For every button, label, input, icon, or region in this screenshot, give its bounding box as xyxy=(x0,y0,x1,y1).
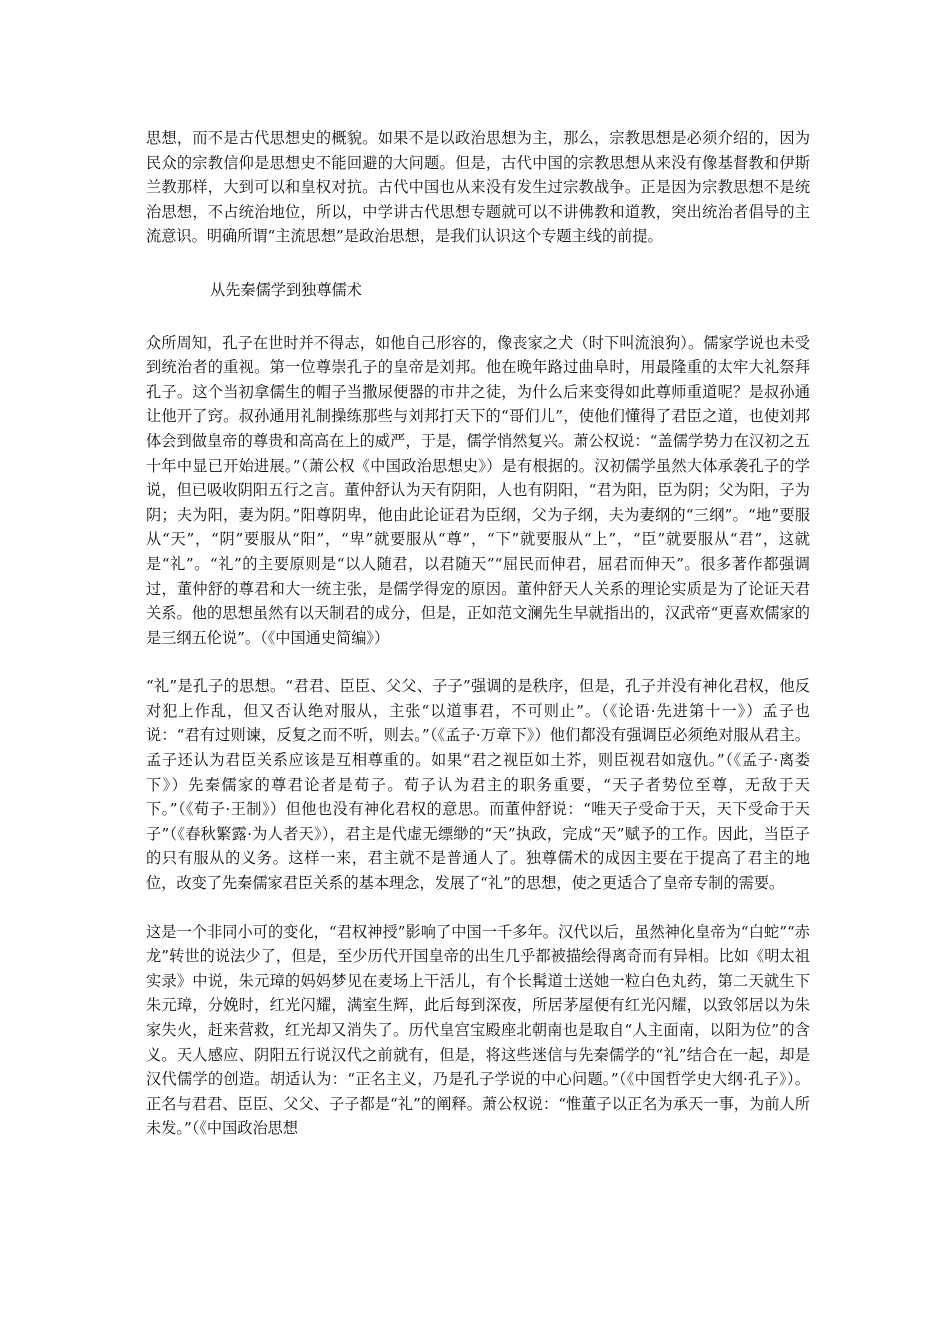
paragraph-3: “礼”是孔子的思想。“君君、臣臣、父父、子子”强调的是秩序，但是，孔子并没有神化君权，他反对犯上作乱，但又否认绝对服从，主张“以道事君，不可则止”。（《论语·先进第十一》）孟子也说：“君有过则谏，反复之而不听，则去。”（《孟子·万章下》）他们都没有强调臣必须绝对服从君主。孟子还认为君臣关系应该是互相尊重的。如果“君之视臣如土芥，则臣视君如寇仇。”（《孟子·离娄下》）先秦儒家的尊君论者是荀子。荀子认为君主的职务重要，“天子者势位至尊，无敌于天下。”（《荀子·王制》）但他也没有神化君权的意思。而董仲舒说：“唯天子受命于天，天下受命于天子”（《春秋繁露·为人者天》），君主是代虚无缥缈的“天”执政，完成“天”赋予的工作。因此，当臣子的只有服从的义务。这样一来，君主就不是普通人了。独尊儒术的成因主要在于提高了君主的地位，改变了先秦儒家君臣关系的基本理念，发展了“礼”的思想，使之更适合了皇帝专制的需要。 xyxy=(146,677,810,893)
paragraph-4: 这是一个非同小可的变化，“君权神授”影响了中国一千多年。汉代以后，虽然神化皇帝为“白蛇”“赤龙”转世的说法少了，但是，至少历代开国皇帝的出生几乎都被描绘得离奇而有异相。比如《明太祖实录》中说，朱元璋的妈妈梦见在麦场上干活儿，有个长髯道士送她一粒白色丸药，第二天就生下朱元璋，分娩时，红光闪耀，满室生辉，此后每到深夜，所居茅屋便有红光闪耀，以致邻居以为朱家失火，赶来营救，红光却又消失了。历代皇宫宝殿座北朝南也是取自“人主面南，以阳为位”的含义。天人感应、阴阳五行说汉代之前就有，但是，将这些迷信与先秦儒学的“礼”结合在一起，却是汉代儒学的创造。胡适认为：“正名主义，乃是孔子学说的中心问题。”（《中国哲学史大纲·孔子》）。正名与君君、臣臣、父父、子子都是“礼”的阐释。萧公权说：“惟董子以正名为承天一事，为前人所未发。”（《中国政治思想 xyxy=(146,922,810,1138)
paragraph-1: 思想，而不是古代思想史的概貌。如果不是以政治思想为主，那么，宗教思想是必须介绍的，因为民众的宗教信仰是思想史不能回避的大问题。但是，古代中国的宗教思想从来没有像基督教和伊斯兰教那样，大到可以和皇权对抗。古代中国也从来没有发生过宗教战争。正是因为宗教思想不是统治思想，不占统治地位，所以，中学讲古代思想专题就可以不讲佛教和道教，突出统治者倡导的主流意识。明确所谓“主流思想”是政治思想，是我们认识这个专题主线的前提。 xyxy=(146,129,810,246)
paragraph-spacer xyxy=(146,650,810,674)
paragraph-spacer xyxy=(146,896,810,920)
paragraph-spacer xyxy=(146,303,810,331)
section-heading: 从先秦儒学到独尊儒术 xyxy=(210,280,362,299)
paragraph-2: 众所周知，孔子在世时并不得志，如他自己形容的，像丧家之犬（时下叫流浪狗）。儒家学说也未受到统治者的重视。第一位尊崇孔子的皇帝是刘邦。他在晚年路过曲阜时，用最隆重的太牢大礼祭拜孔子。这个当初拿儒生的帽子当撒尿便器的市井之徒，为什么后来变得如此尊师重道呢？是叔孙通让他开了窍。叔孙通用礼制操练那些与刘邦打天下的“哥们儿”，使他们懂得了君臣之道，也使刘邦体会到做皇帝的尊贵和高高在上的威严，于是，儒学悄然复兴。萧公权说：“盖儒学势力在汉初之五十年中显已开始进展。”（萧公权《中国政治思想史》）是有根据的。汉初儒学虽然大体承袭孔子的学说，但已吸收阴阳五行之言。董仲舒认为天有阴阳，人也有阴阳，“君为阳，臣为阴；父为阳，子为阴；夫为阳，妻为阴。”阳尊阴卑，他由此论证君为臣纲，父为子纲，夫为妻纲的“三纲”。“地”要服从“天”，“阴”要服从“阳”，“卑”就要服从“尊”，“下”就要服从“上”，“臣”就要服从“君”，这就是“礼”。“礼”的主要原则是“以人随君，以君随天”“屈民而伸君，屈君而伸天”。很多著作都强调过，董仲舒的尊君和大一统主张，是儒学得宠的原因。董仲舒天人关系的理论实质是为了论证天君关系。他的思想虽然有以天制君的成分，但是，正如范文澜先生早就指出的，汉武帝“更喜欢儒家的是三纲五伦说”。（《中国通史简编》） xyxy=(146,333,810,647)
paragraph-spacer xyxy=(146,249,810,278)
document-page xyxy=(146,126,810,1141)
